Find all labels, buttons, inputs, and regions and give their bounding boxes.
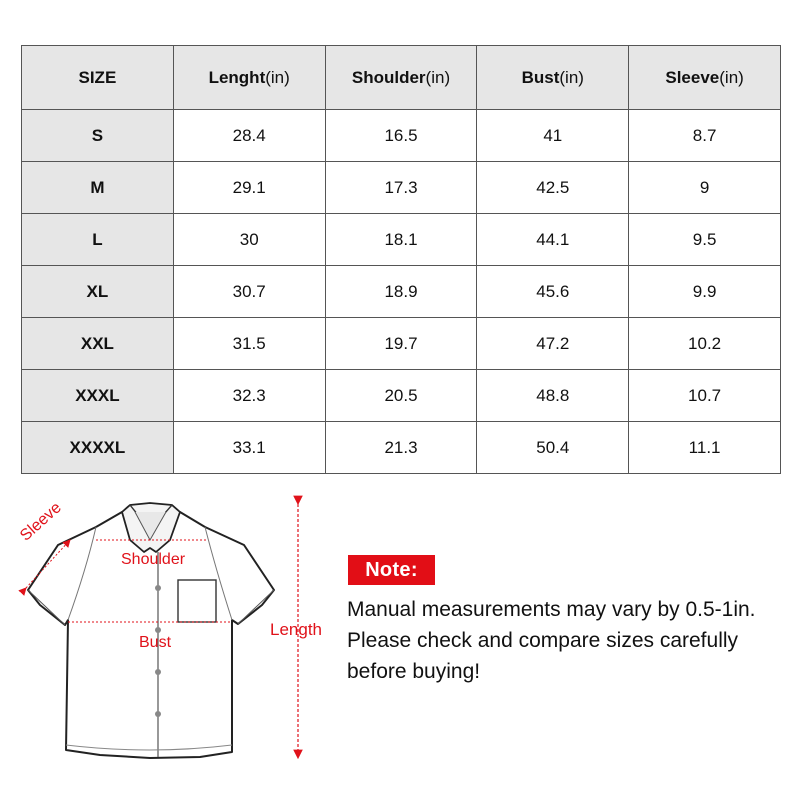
shoulder-cell: 18.1 xyxy=(325,214,477,266)
shoulder-cell: 17.3 xyxy=(325,162,477,214)
sleeve-cell: 9.5 xyxy=(629,214,781,266)
header-length-unit: (in) xyxy=(265,67,290,87)
size-cell: M xyxy=(22,162,174,214)
bust-label: Bust xyxy=(139,634,172,651)
header-size-label: SIZE xyxy=(78,67,117,87)
length-label: Length xyxy=(270,620,322,639)
shoulder-cell: 18.9 xyxy=(325,266,477,318)
bust-cell: 45.6 xyxy=(477,266,629,318)
sleeve-cell: 11.1 xyxy=(629,422,781,474)
bust-cell: 41 xyxy=(477,110,629,162)
header-shoulder-label: Shoulder xyxy=(351,67,426,87)
table-row xyxy=(22,370,781,422)
sleeve-cell: 10.2 xyxy=(629,318,781,370)
bust-cell: 44.1 xyxy=(477,214,629,266)
header-bust-label: Bust xyxy=(521,67,560,87)
note-text-line: Manual measurements may vary by 0.5-1in. xyxy=(347,598,756,621)
note-text-line: before buying! xyxy=(347,660,481,683)
table-row xyxy=(22,422,781,474)
shoulder-label: Shoulder xyxy=(121,551,186,568)
length-cell: 30 xyxy=(173,214,325,266)
bust-cell: 47.2 xyxy=(477,318,629,370)
header-sleeve-unit: (in) xyxy=(719,67,744,87)
size-cell: S xyxy=(22,110,174,162)
bust-cell: 42.5 xyxy=(477,162,629,214)
header-sleeve-label: Sleeve xyxy=(665,67,720,87)
header-bust-unit: (in) xyxy=(559,67,584,87)
table-row xyxy=(22,110,781,162)
header-shoulder-unit: (in) xyxy=(425,67,451,87)
size-cell: XL xyxy=(22,266,174,318)
table-row xyxy=(22,318,781,370)
bust-cell: 50.4 xyxy=(477,422,629,474)
size-cell: XXXXL xyxy=(22,422,174,474)
length-cell: 29.1 xyxy=(173,162,325,214)
table-row xyxy=(22,214,781,266)
length-cell: 28.4 xyxy=(173,110,325,162)
length-cell: 30.7 xyxy=(173,266,325,318)
length-cell: 33.1 xyxy=(173,422,325,474)
note-text-line: Please check and compare sizes carefully xyxy=(347,629,739,652)
header-size xyxy=(22,46,174,110)
table-row xyxy=(22,266,781,318)
header-bust xyxy=(477,46,629,110)
shoulder-cell: 16.5 xyxy=(325,110,477,162)
size-cell: XXXL xyxy=(22,370,174,422)
sleeve-cell: 10.7 xyxy=(629,370,781,422)
sleeve-label: Sleeve xyxy=(17,499,65,545)
header-shoulder xyxy=(325,46,477,110)
table-header-row xyxy=(22,46,781,110)
shoulder-cell: 20.5 xyxy=(325,370,477,422)
table-row xyxy=(22,162,781,214)
sleeve-cell: 9 xyxy=(629,162,781,214)
header-sleeve xyxy=(629,46,781,110)
size-cell: XXL xyxy=(22,318,174,370)
sleeve-cell: 8.7 xyxy=(629,110,781,162)
note-badge: Note: xyxy=(348,555,435,585)
sleeve-cell: 9.9 xyxy=(629,266,781,318)
size-chart-table xyxy=(21,45,781,474)
shoulder-cell: 19.7 xyxy=(325,318,477,370)
size-cell: L xyxy=(22,214,174,266)
length-cell: 32.3 xyxy=(173,370,325,422)
header-length-label: Lenght xyxy=(208,67,266,87)
header-length xyxy=(173,46,325,110)
length-cell: 31.5 xyxy=(173,318,325,370)
bust-cell: 48.8 xyxy=(477,370,629,422)
shoulder-cell: 21.3 xyxy=(325,422,477,474)
